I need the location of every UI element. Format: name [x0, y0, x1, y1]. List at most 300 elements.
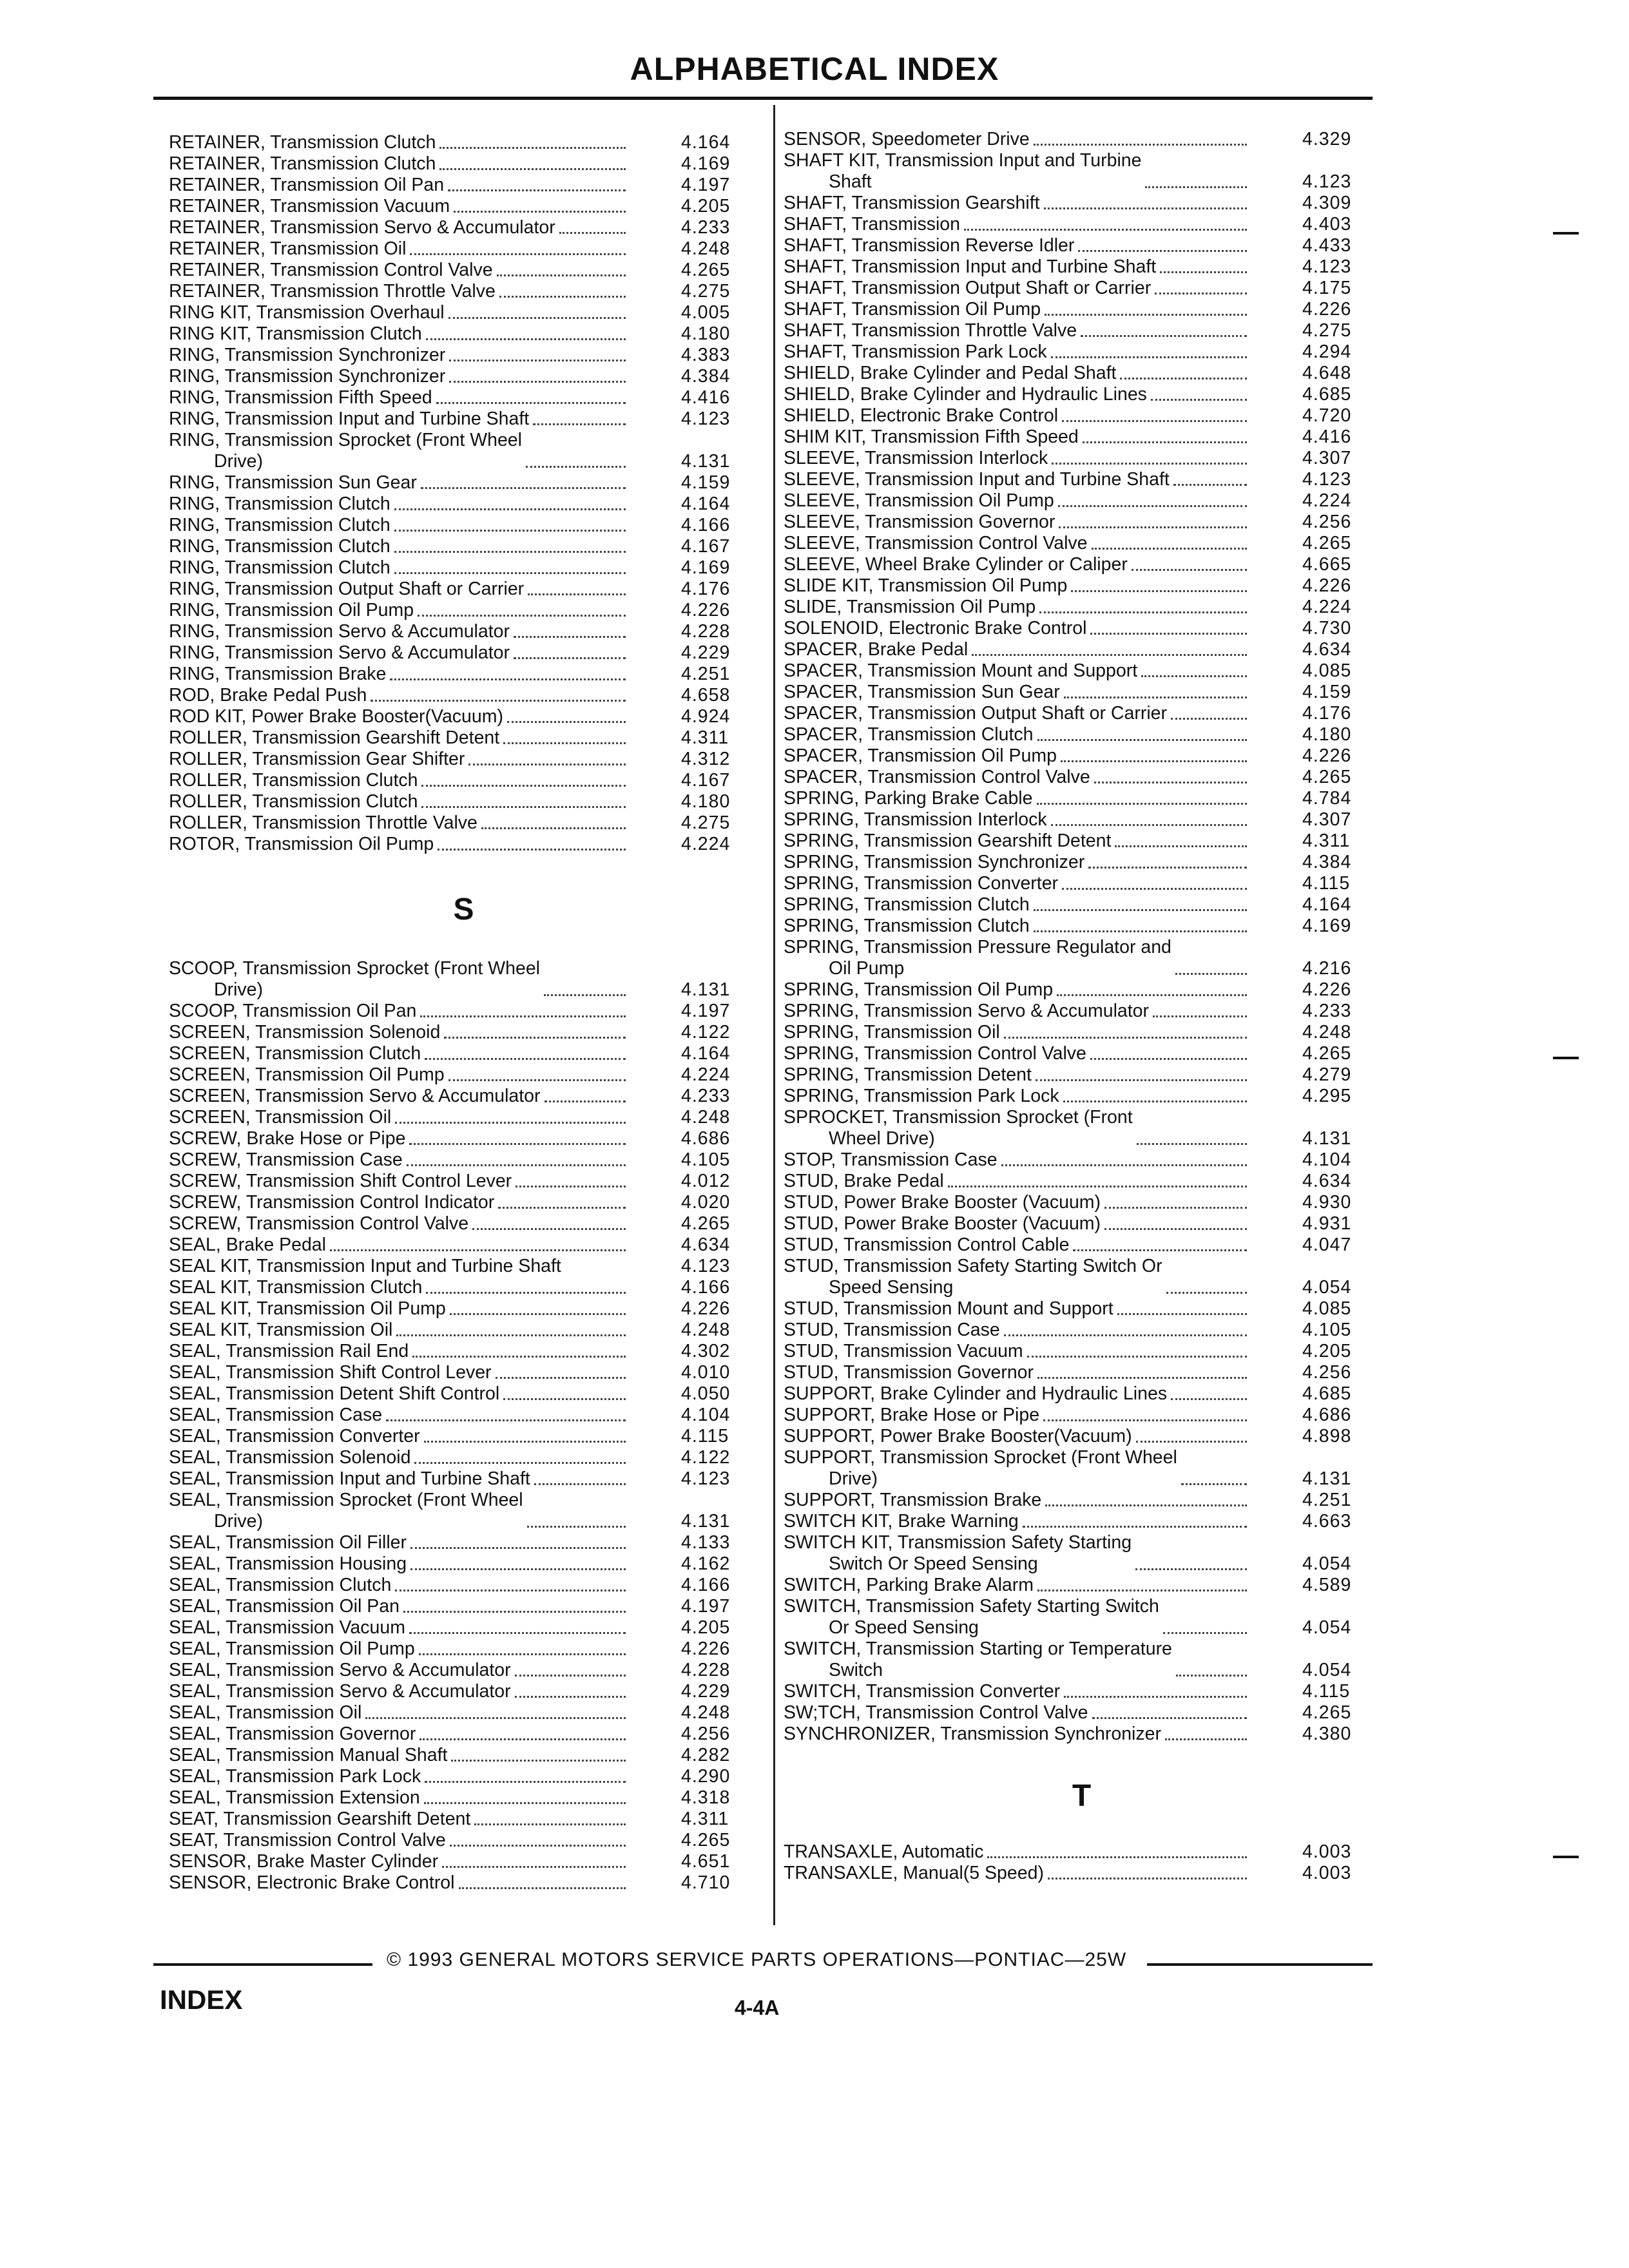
- entry-label: SEAL, Transmission Park Lock: [169, 1766, 421, 1787]
- dot-leader: [1039, 606, 1247, 613]
- entry-page-number: 4.930: [1302, 1192, 1352, 1213]
- dot-leader: [1045, 309, 1247, 316]
- dot-leader: [545, 1095, 626, 1102]
- dot-leader: [414, 1457, 626, 1464]
- entry-page-number: 4.020: [681, 1192, 731, 1213]
- index-entry: [784, 278, 1380, 299]
- index-entry: [784, 916, 1380, 937]
- entry-page-number: 4.197: [681, 1001, 731, 1021]
- index-entry: [784, 639, 1380, 660]
- entry-label: RETAINER, Transmission Oil: [169, 238, 407, 259]
- index-entry: [784, 1362, 1380, 1383]
- index-entry: [169, 1171, 758, 1192]
- entry-page-number: 4.085: [1302, 1298, 1352, 1319]
- entry-label-continuation: Or Speed Sensing: [829, 1617, 979, 1638]
- dot-leader: [421, 482, 626, 489]
- entry-label: ROLLER, Transmission Clutch: [169, 770, 418, 791]
- entry-page-number: 4.720: [1302, 405, 1352, 426]
- dot-leader: [1034, 139, 1247, 146]
- entry-label: ROD KIT, Power Brake Booster(Vacuum): [169, 706, 503, 727]
- entry-page-number: 4.010: [681, 1362, 731, 1383]
- entry-label: SYNCHRONIZER, Transmission Synchronizer: [784, 1724, 1161, 1744]
- dot-leader: [565, 1267, 626, 1273]
- entry-label: STUD, Transmission Vacuum: [784, 1341, 1023, 1361]
- entry-label: STUD, Power Brake Booster (Vacuum): [784, 1213, 1101, 1234]
- dot-leader: [948, 1180, 1247, 1187]
- dot-leader: [424, 1797, 626, 1804]
- entry-page-number: 4.275: [1302, 320, 1352, 341]
- dot-leader: [1023, 1521, 1247, 1528]
- index-entry: [169, 1490, 758, 1532]
- entry-label: SHIELD, Brake Cylinder and Pedal Shaft: [784, 363, 1117, 383]
- entry-label: SPRING, Transmission Gearshift Detent: [784, 831, 1112, 851]
- index-entry: [169, 196, 758, 217]
- entry-label: SCREW, Transmission Control Indicator: [169, 1192, 495, 1213]
- entry-label: SEAT, Transmission Control Valve: [169, 1830, 446, 1850]
- index-entry: [169, 685, 758, 706]
- entry-label: SEAL, Transmission Manual Shaft: [169, 1745, 448, 1765]
- dot-leader: [454, 206, 626, 213]
- margin-mark: [1553, 1856, 1579, 1858]
- entry-page-number: 4.133: [681, 1532, 731, 1553]
- index-entry: [169, 1128, 758, 1149]
- index-entry: [169, 958, 758, 1001]
- entry-label: RETAINER, Transmission Clutch: [169, 132, 436, 153]
- index-entry: [784, 299, 1380, 320]
- entry-page-number: 4.248: [681, 1320, 731, 1340]
- index-entry: [169, 600, 758, 621]
- index-entry: [169, 1766, 758, 1787]
- entry-label: SCREEN, Transmission Servo & Accumulator: [169, 1086, 541, 1106]
- dot-leader: [394, 567, 626, 574]
- entry-label: SCREEN, Transmission Solenoid: [169, 1022, 441, 1043]
- entry-label: SEAL, Transmission Oil Filler: [169, 1532, 407, 1553]
- entry-page-number: 4.105: [1302, 1320, 1352, 1340]
- dot-leader: [964, 224, 1247, 231]
- index-entry: [784, 1107, 1380, 1149]
- entry-label: SEAL, Transmission Case: [169, 1405, 383, 1425]
- entry-label: ROD, Brake Pedal Push: [169, 685, 367, 706]
- entry-label: SEAL, Transmission Governor: [169, 1724, 416, 1744]
- dot-leader: [1052, 457, 1247, 465]
- entry-label: SEAL, Transmission Oil: [169, 1702, 362, 1723]
- dot-leader: [1081, 330, 1247, 337]
- entry-page-number: 4.131: [681, 1511, 731, 1532]
- entry-page-number: 4.663: [1302, 1511, 1352, 1532]
- index-entry: [169, 323, 758, 345]
- dot-leader: [1117, 1308, 1247, 1315]
- index-entry: [169, 1639, 758, 1660]
- entry-label: SCOOP, Transmission Sprocket (Front Wheel Drive): [169, 958, 540, 1000]
- entry-label: SEAL, Brake Pedal: [169, 1235, 326, 1255]
- dot-leader: [1135, 1563, 1247, 1570]
- entry-label: SCREW, Transmission Case: [169, 1149, 403, 1170]
- index-entry: [169, 1575, 758, 1596]
- index-entry: [784, 405, 1380, 427]
- dot-leader: [395, 1584, 626, 1591]
- index-entry: [169, 1213, 758, 1235]
- entry-page-number: 4.005: [681, 302, 731, 323]
- dot-leader: [425, 1053, 626, 1060]
- entry-page-number: 4.312: [681, 749, 731, 769]
- entry-label: SHAFT, Transmission Oil Pump: [784, 299, 1041, 320]
- entry-label: RETAINER, Transmission Oil Pan: [169, 175, 445, 195]
- entry-page-number: 4.685: [1302, 384, 1352, 405]
- index-entry: [169, 727, 758, 749]
- entry-page-number: 4.634: [681, 1235, 731, 1255]
- dot-leader: [419, 1648, 626, 1655]
- dot-leader: [1073, 1244, 1247, 1251]
- index-entry: [784, 1405, 1380, 1426]
- index-entry: [169, 1149, 758, 1171]
- entry-label: SCREEN, Transmission Oil Pump: [169, 1064, 445, 1085]
- entry-page-number: 4.648: [1302, 363, 1352, 383]
- entry-page-number: 4.205: [681, 1617, 731, 1638]
- index-entry: [169, 557, 758, 579]
- entry-page-number: 4.311: [1302, 831, 1351, 851]
- index-entry: [784, 575, 1380, 597]
- entry-label: SWITCH, Transmission Converter: [784, 1681, 1061, 1702]
- entry-label: SEAL, Transmission Detent Shift Control: [169, 1383, 500, 1404]
- dot-leader: [1092, 543, 1247, 550]
- entry-page-number: 4.123: [681, 1468, 731, 1489]
- dot-leader: [410, 248, 626, 255]
- entry-label: SEAL, Transmission Oil Pump: [169, 1639, 415, 1659]
- dot-leader: [394, 503, 626, 510]
- entry-page-number: 4.104: [1302, 1149, 1352, 1170]
- entry-page-number: 4.384: [681, 366, 731, 387]
- dot-leader: [1088, 861, 1247, 869]
- dot-leader: [1153, 1010, 1247, 1017]
- entry-label: SEAL, Transmission Vacuum: [169, 1617, 405, 1638]
- entry-page-number: 4.931: [1302, 1213, 1352, 1234]
- dot-leader: [1048, 1872, 1247, 1879]
- entry-page-number: 4.307: [1302, 809, 1352, 830]
- entry-label: SWITCH, Transmission Safety Starting Switch Or Speed Sensing: [784, 1596, 1159, 1638]
- top-rule: [153, 97, 1373, 100]
- index-entry: [169, 494, 758, 515]
- index-entry: [784, 1596, 1380, 1639]
- entry-page-number: 4.294: [1302, 341, 1352, 362]
- entry-page-number: 4.123: [1302, 171, 1352, 192]
- dot-leader: [1165, 1733, 1247, 1740]
- entry-page-number: 4.380: [1302, 1724, 1352, 1744]
- entry-label: SPRING, Transmission Converter: [784, 873, 1059, 894]
- index-entry: [784, 129, 1380, 150]
- index-entry: [784, 1532, 1380, 1575]
- entry-page-number: 4.290: [681, 1766, 731, 1787]
- entry-page-number: 4.176: [1302, 703, 1352, 724]
- margin-mark: [1553, 1057, 1579, 1059]
- entry-page-number: 4.251: [1302, 1490, 1352, 1510]
- index-entry: [169, 1320, 758, 1341]
- dot-leader: [468, 758, 626, 765]
- entry-label: SPRING, Transmission Clutch: [784, 894, 1030, 915]
- dot-leader: [1071, 585, 1247, 592]
- index-entry: [784, 1213, 1380, 1235]
- dot-leader: [439, 163, 626, 170]
- index-entry: [169, 1383, 758, 1405]
- entry-page-number: 4.248: [681, 1702, 731, 1723]
- dot-leader: [1083, 436, 1247, 443]
- dot-leader: [1064, 691, 1247, 698]
- entry-page-number: 4.054: [1302, 1277, 1352, 1298]
- entry-page-number: 4.123: [1302, 256, 1352, 277]
- index-entry: [169, 664, 758, 685]
- entry-label: SUPPORT, Transmission Sprocket (Front Wheel Drive): [784, 1447, 1177, 1489]
- index-entry: [784, 384, 1380, 405]
- entry-label: SPACER, Transmission Control Valve: [784, 767, 1090, 787]
- entry-page-number: 4.226: [681, 1298, 731, 1319]
- entry-page-number: 4.248: [681, 1107, 731, 1128]
- dot-leader: [436, 397, 626, 404]
- entry-page-number: 4.256: [1302, 512, 1352, 532]
- entry-label: RING, Transmission Servo & Accumulator: [169, 642, 510, 663]
- entry-page-number: 4.123: [1302, 469, 1352, 490]
- entry-page-number: 4.122: [681, 1022, 731, 1043]
- entry-label: SWITCH KIT, Transmission Safety Starting Switch Or Speed Sensing: [784, 1532, 1132, 1574]
- entry-page-number: 4.164: [1302, 894, 1352, 915]
- entry-page-number: 4.167: [681, 536, 731, 557]
- index-entry: [784, 469, 1380, 490]
- dot-leader: [1064, 1691, 1247, 1698]
- index-entry: [784, 533, 1380, 554]
- entry-label-continuation: Wheel Drive): [829, 1128, 935, 1149]
- dot-leader: [394, 524, 626, 532]
- index-entry: [169, 1022, 758, 1043]
- entry-page-number: 4.226: [1302, 299, 1352, 320]
- entry-page-number: 4.256: [681, 1724, 731, 1744]
- dot-leader: [1155, 287, 1247, 294]
- entry-label: SLEEVE, Transmission Input and Turbine Shaft: [784, 469, 1170, 490]
- dot-leader: [330, 1244, 626, 1251]
- entry-label: RETAINER, Transmission Vacuum: [169, 196, 450, 216]
- entry-page-number: 4.115: [1302, 1681, 1351, 1702]
- entry-label: SEAL, Transmission Housing: [169, 1553, 407, 1574]
- dot-leader: [386, 1414, 626, 1421]
- entry-label: RING, Transmission Output Shaft or Carrier: [169, 579, 525, 599]
- entry-label: STUD, Transmission Safety Starting Switch Or Speed Sensing: [784, 1256, 1162, 1298]
- dot-leader: [514, 631, 626, 638]
- entry-page-number: 4.265: [1302, 1702, 1352, 1723]
- entry-page-number: 4.685: [1302, 1383, 1352, 1404]
- index-entry: [169, 1086, 758, 1107]
- entry-page-number: 4.282: [681, 1745, 731, 1765]
- entry-label: SPRING, Parking Brake Cable: [784, 788, 1033, 809]
- entry-label: STUD, Transmission Governor: [784, 1362, 1034, 1383]
- entry-label: SCREW, Transmission Control Valve: [169, 1213, 469, 1234]
- entry-label: SCOOP, Transmission Oil Pan: [169, 1001, 417, 1021]
- entry-page-number: 4.686: [681, 1128, 731, 1149]
- entry-label: SEAL KIT, Transmission Clutch: [169, 1277, 423, 1298]
- entry-page-number: 4.164: [681, 494, 731, 514]
- entry-label: RING, Transmission Clutch: [169, 494, 390, 514]
- index-entry: [784, 1511, 1380, 1532]
- entry-label: STUD, Brake Pedal: [784, 1171, 944, 1191]
- entry-page-number: 4.233: [681, 1086, 731, 1106]
- dot-leader: [1036, 1074, 1247, 1081]
- dot-leader: [1063, 1095, 1247, 1102]
- entry-page-number: 4.224: [1302, 597, 1352, 617]
- column-divider: [773, 105, 775, 1925]
- entry-label: SEAT, Transmission Gearshift Detent: [169, 1809, 471, 1829]
- entry-page-number: 4.311: [681, 727, 729, 748]
- dot-leader: [371, 695, 626, 702]
- entry-label: SEAL KIT, Transmission Oil Pump: [169, 1298, 446, 1319]
- entry-label: SPRING, Transmission Control Valve: [784, 1043, 1086, 1064]
- section-letter-s: S: [453, 892, 474, 927]
- dot-leader: [407, 1159, 626, 1166]
- entry-page-number: 4.307: [1302, 448, 1352, 468]
- dot-leader: [503, 737, 626, 744]
- entry-page-number: 4.169: [681, 153, 731, 174]
- entry-page-number: 4.226: [681, 1639, 731, 1659]
- index-entry: [169, 1596, 758, 1617]
- entry-page-number: 4.085: [1302, 660, 1352, 681]
- index-entry: [784, 1341, 1380, 1362]
- footer-rule-right: [1147, 1963, 1373, 1966]
- entry-page-number: 4.233: [681, 217, 731, 238]
- entry-page-number: 4.205: [681, 196, 731, 216]
- index-entry: [169, 1107, 758, 1128]
- entry-label: SPACER, Transmission Mount and Support: [784, 660, 1138, 681]
- entry-label: TRANSAXLE, Automatic: [784, 1841, 984, 1862]
- dot-leader: [1044, 202, 1247, 209]
- dot-leader: [426, 1287, 626, 1294]
- index-entry: [784, 214, 1380, 235]
- index-entry: [784, 448, 1380, 469]
- dot-leader: [1175, 968, 1247, 975]
- entry-page-number: 4.131: [681, 979, 731, 1000]
- index-entry: [784, 894, 1380, 916]
- entry-page-number: 4.265: [1302, 533, 1352, 553]
- entry-label: STUD, Power Brake Booster (Vacuum): [784, 1192, 1101, 1213]
- index-entry: [784, 554, 1380, 575]
- dot-leader: [1092, 1712, 1248, 1719]
- entry-label: RING, Transmission Oil Pump: [169, 600, 414, 620]
- dot-leader: [449, 376, 626, 383]
- dot-leader: [1132, 564, 1247, 571]
- dot-leader: [450, 1308, 626, 1315]
- entry-label: SLEEVE, Transmission Oil Pump: [784, 490, 1054, 511]
- dot-leader: [1004, 1329, 1247, 1336]
- index-entry: [169, 1745, 758, 1766]
- entry-page-number: 4.686: [1302, 1405, 1352, 1425]
- dot-leader: [472, 1223, 626, 1230]
- entry-label-continuation: Oil Pump: [829, 958, 905, 979]
- entry-label: SWITCH, Parking Brake Alarm: [784, 1575, 1034, 1595]
- index-entry: [169, 1617, 758, 1639]
- dot-leader: [1145, 181, 1247, 188]
- entry-label: SEAL KIT, Transmission Input and Turbine Shaft: [169, 1256, 561, 1276]
- dot-leader: [1078, 245, 1247, 252]
- index-entry: [169, 366, 758, 387]
- entry-page-number: 4.131: [681, 451, 731, 472]
- entry-label: SHIM KIT, Transmission Fifth Speed: [784, 427, 1079, 447]
- entry-label: SENSOR, Brake Master Cylinder: [169, 1851, 439, 1872]
- dot-leader: [410, 1542, 626, 1549]
- entry-page-number: 4.180: [1302, 724, 1352, 745]
- dot-leader: [1051, 351, 1247, 358]
- entry-label: SPACER, Brake Pedal: [784, 639, 969, 660]
- dot-leader: [503, 1393, 626, 1400]
- dot-leader: [449, 354, 626, 361]
- index-entry: [784, 1235, 1380, 1256]
- index-entry: [784, 1298, 1380, 1320]
- right-group-1: [784, 129, 1380, 1745]
- dot-leader: [496, 1372, 626, 1379]
- entry-page-number: 4.634: [1302, 1171, 1352, 1191]
- entry-label: SEAL, Transmission Oil Pan: [169, 1596, 400, 1617]
- entry-page-number: 4.162: [681, 1553, 731, 1574]
- dot-leader: [439, 142, 626, 149]
- index-entry: [784, 427, 1380, 448]
- entry-label-continuation: Shaft: [829, 171, 872, 192]
- dot-leader: [451, 1754, 626, 1762]
- dot-leader: [1104, 1223, 1247, 1230]
- entry-label: SEAL, Transmission Solenoid: [169, 1447, 411, 1468]
- entry-label: RETAINER, Transmission Control Valve: [169, 260, 493, 280]
- entry-label: SPROCKET, Transmission Sprocket (Front Wheel Drive): [784, 1107, 1133, 1149]
- dot-leader: [448, 1074, 626, 1081]
- index-entry: [169, 1064, 758, 1086]
- index-entry: [784, 937, 1380, 979]
- index-entry: [169, 1001, 758, 1022]
- entry-label: SCREW, Brake Hose or Pipe: [169, 1128, 406, 1149]
- entry-label: RETAINER, Transmission Servo & Accumulator: [169, 217, 555, 238]
- entry-page-number: 4.159: [681, 472, 731, 493]
- dot-leader: [410, 1563, 626, 1570]
- entry-label: SUPPORT, Brake Cylinder and Hydraulic Lines: [784, 1383, 1168, 1404]
- dot-leader: [1001, 1159, 1247, 1166]
- entry-label: RING KIT, Transmission Clutch: [169, 323, 422, 344]
- index-entry: [784, 320, 1380, 341]
- entry-label: SPRING, Transmission Synchronizer: [784, 852, 1085, 872]
- dot-leader: [1181, 1478, 1247, 1485]
- dot-leader: [448, 184, 626, 191]
- index-entry: [169, 1405, 758, 1426]
- entry-label: RING, Transmission Sun Gear: [169, 472, 417, 493]
- entry-label: RING, Transmission Clutch: [169, 557, 390, 578]
- entry-label: SEAL, Transmission Clutch: [169, 1575, 392, 1595]
- dot-leader: [533, 418, 626, 425]
- index-entry: [784, 193, 1380, 214]
- entry-label-continuation: Switch Or Speed Sensing: [829, 1553, 1038, 1574]
- index-entry: [784, 1320, 1380, 1341]
- index-entry: [169, 1553, 758, 1575]
- entry-label: SLEEVE, Wheel Brake Cylinder or Caliper: [784, 554, 1128, 575]
- index-entry: [784, 873, 1380, 894]
- dot-leader: [1171, 713, 1247, 720]
- entry-page-number: 4.248: [1302, 1022, 1352, 1043]
- entry-page-number: 4.180: [681, 323, 731, 344]
- index-entry: [784, 1383, 1380, 1405]
- entry-page-number: 4.265: [681, 1830, 731, 1850]
- index-entry: [169, 1809, 758, 1830]
- entry-page-number: 4.233: [1302, 1001, 1352, 1021]
- entry-label: RETAINER, Transmission Clutch: [169, 153, 436, 174]
- left-group-2: [169, 958, 758, 1894]
- entry-label: SCREW, Transmission Shift Control Lever: [169, 1171, 512, 1191]
- entry-page-number: 4.050: [681, 1383, 731, 1404]
- dot-leader: [412, 1350, 626, 1358]
- entry-label: SPRING, Transmission Park Lock: [784, 1086, 1059, 1106]
- entry-label: RING, Transmission Clutch: [169, 515, 390, 535]
- entry-label-continuation: Speed Sensing: [829, 1277, 954, 1298]
- dot-leader: [544, 989, 626, 996]
- entry-label: RING, Transmission Synchronizer: [169, 366, 446, 387]
- index-entry: [784, 1256, 1380, 1298]
